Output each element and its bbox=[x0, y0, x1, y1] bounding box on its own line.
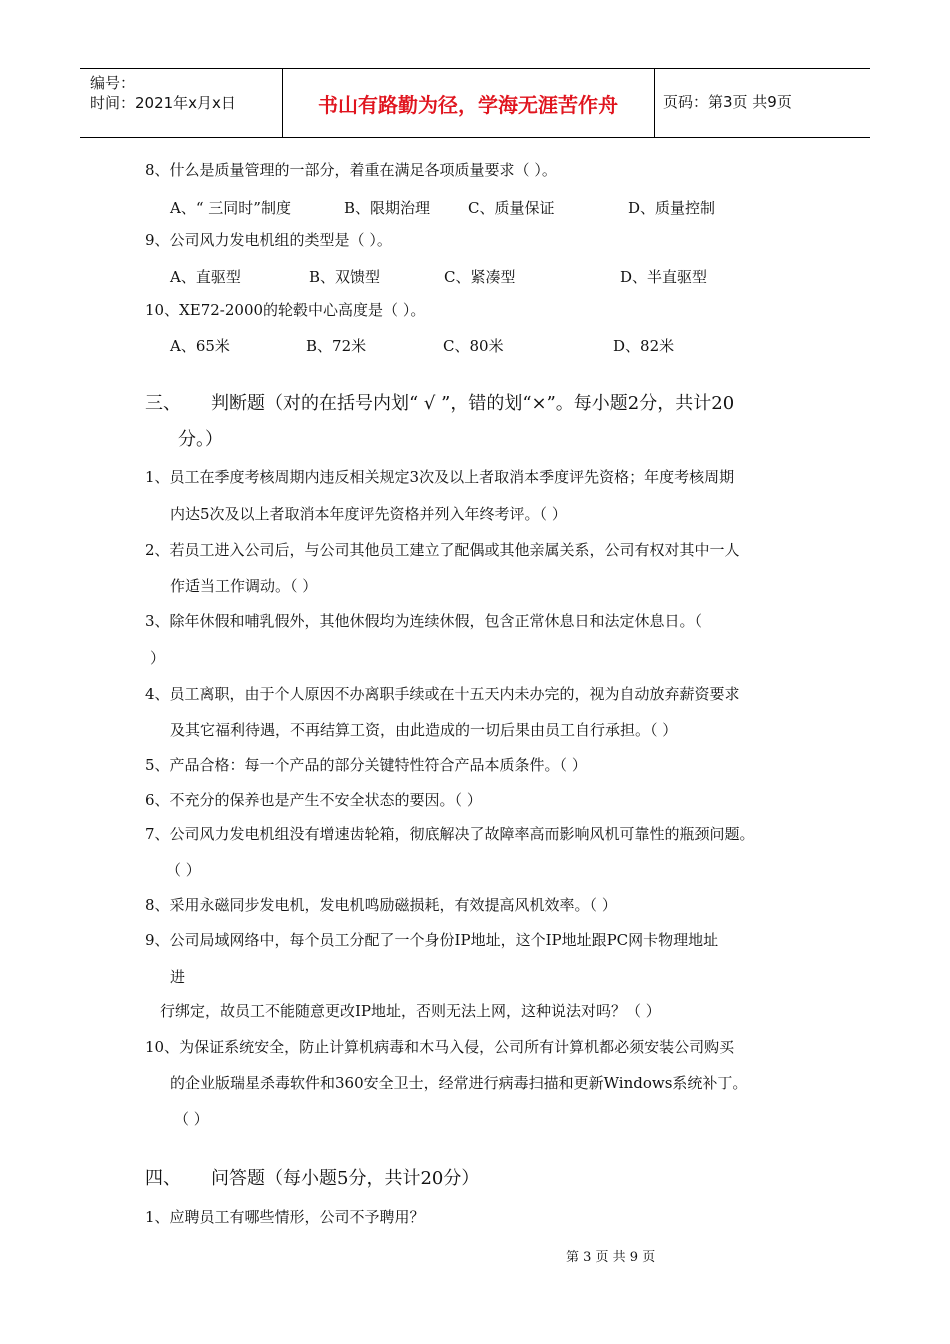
header-meta bbox=[90, 73, 236, 113]
tf-item-3-cont: ） bbox=[150, 649, 166, 667]
page-footer: 第 3 页 共 9 页 bbox=[566, 1250, 656, 1265]
header-motto: 书山有路勤为径，学海无涯苦作舟 bbox=[318, 93, 618, 117]
question-8-option-d: D、质量控制 bbox=[628, 199, 716, 217]
question-10-option-a: A、65米 bbox=[170, 337, 230, 355]
tf-item-4-cont: 及其它福利待遇，不再结算工资，由此造成的一切后果由员工自行承担。（ ） bbox=[170, 721, 678, 739]
question-8-stem: 8、什么是质量管理的一部分，着重在满足各项质量要求（ ）。 bbox=[145, 161, 557, 179]
tf-item-10-cont2: （ ） bbox=[174, 1110, 209, 1128]
section-4-title: 问答题（每小题5分，共计20分） bbox=[211, 1168, 480, 1189]
tf-item-10-cont: 的企业版瑞星杀毒软件和360安全卫士，经常进行病毒扫描和更新Windows系统补丁。 bbox=[170, 1074, 748, 1092]
tf-item-2-cont: 作适当工作调动。（ ） bbox=[170, 577, 318, 595]
section-3-number: 三、 bbox=[145, 393, 181, 414]
header-number: 编号： bbox=[90, 74, 136, 92]
question-9-option-d: D、半直驱型 bbox=[620, 268, 708, 286]
page-header bbox=[80, 68, 870, 138]
tf-item-9-cont2: 行绑定，故员工不能随意更改IP地址，否则无法上网，这种说法对吗？（ ） bbox=[160, 1002, 661, 1020]
section-3-title: 判断题（对的在括号内划“ √ ”，错的划“×”。每小题2分，共计20 bbox=[211, 393, 735, 414]
tf-item-8: 8、采用永磁同步发电机，发电机鸣励磁损耗，有效提高风机效率。（ ） bbox=[145, 896, 617, 914]
question-8-option-b: B、限期治理 bbox=[344, 199, 431, 217]
section-3-title-continued: 分。） bbox=[178, 429, 223, 450]
tf-item-6: 6、不充分的保养也是产生不安全状态的要因。（ ） bbox=[145, 791, 482, 809]
tf-item-1: 1、员工在季度考核周期内违反相关规定3次及以上者取消本季度评先资格；年度考核周期 bbox=[145, 468, 735, 486]
tf-item-7: 7、公司风力发电机组没有增速齿轮箱，彻底解决了故障率高而影响风机可靠性的瓶颈问题。 bbox=[145, 825, 755, 843]
header-time: 时间：2021年x月x日 bbox=[90, 94, 236, 112]
header-divider bbox=[654, 69, 655, 137]
tf-item-4: 4、员工离职，由于个人原因不办离职手续或在十五天内未办完的，视为自动放弃薪资要求 bbox=[145, 685, 740, 703]
qa-question-1: 1、应聘员工有哪些情形，公司不予聘用？ bbox=[145, 1208, 425, 1226]
question-8-option-c: C、质量保证 bbox=[468, 199, 555, 217]
tf-item-9-cont: 进 bbox=[170, 968, 186, 986]
question-9-option-a: A、直驱型 bbox=[170, 268, 241, 286]
tf-item-5: 5、产品合格：每一个产品的部分关键特性符合产品本质条件。（ ） bbox=[145, 756, 587, 774]
tf-item-2: 2、若员工进入公司后，与公司其他员工建立了配偶或其他亲属关系，公司有权对其中一人 bbox=[145, 541, 740, 559]
question-10-option-c: C、80米 bbox=[443, 337, 504, 355]
header-page-number: 页码：第3页 共9页 bbox=[663, 93, 792, 111]
tf-item-1-cont: 内达5次及以上者取消本年度评先资格并列入年终考评。（ ） bbox=[170, 505, 567, 523]
question-8-option-a: A、“ 三同时”制度 bbox=[170, 199, 291, 217]
tf-item-3: 3、除年休假和哺乳假外，其他休假均为连续休假，包含正常休息日和法定休息日。（ bbox=[145, 612, 703, 630]
tf-item-7-cont: （ ） bbox=[166, 861, 201, 879]
question-9-option-c: C、紧凑型 bbox=[444, 268, 516, 286]
question-10-option-d: D、82米 bbox=[613, 337, 675, 355]
question-9-option-b: B、双馈型 bbox=[309, 268, 381, 286]
question-10-stem: 10、XE72-2000的轮毂中心高度是（ ）。 bbox=[145, 301, 426, 319]
question-9-stem: 9、公司风力发电机组的类型是（ ）。 bbox=[145, 231, 392, 249]
tf-item-9: 9、公司局域网络中，每个员工分配了一个身份IP地址，这个IP地址跟PC网卡物理地址 bbox=[145, 931, 719, 949]
section-4-number: 四、 bbox=[145, 1168, 181, 1189]
tf-item-10: 10、为保证系统安全，防止计算机病毒和木马入侵，公司所有计算机都必须安装公司购买 bbox=[145, 1038, 735, 1056]
question-10-option-b: B、72米 bbox=[306, 337, 367, 355]
